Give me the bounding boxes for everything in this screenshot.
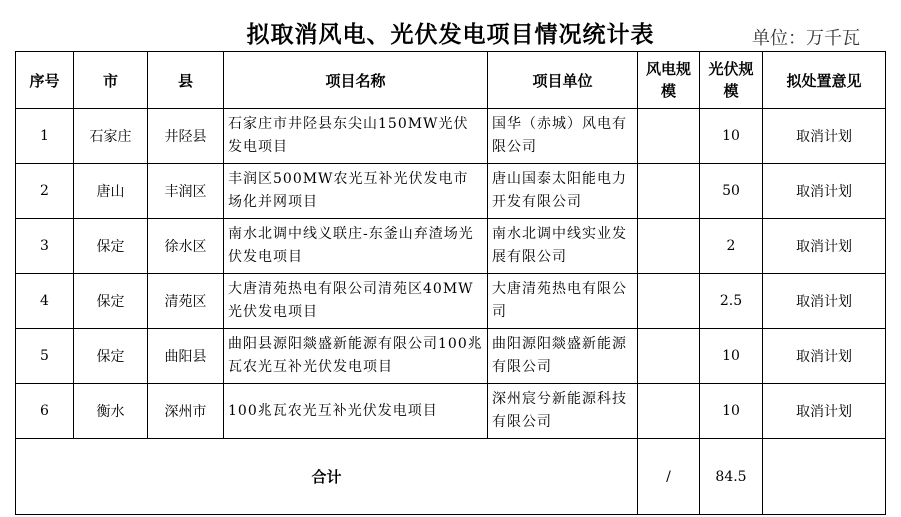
cell-wind (638, 219, 700, 274)
cell-seq: 4 (16, 274, 74, 329)
cell-city: 保定 (74, 274, 148, 329)
cell-project-name: 曲阳县源阳燚盛新能源有限公司100兆瓦农光互补光伏发电项目 (224, 329, 488, 384)
total-opinion (763, 439, 886, 515)
cell-project-unit: 曲阳源阳燚盛新能源有限公司 (488, 329, 638, 384)
cell-seq: 1 (16, 109, 74, 164)
cell-pv: 2.5 (700, 274, 763, 329)
cell-county: 井陉县 (148, 109, 224, 164)
cell-project-name: 石家庄市井陉县东尖山150MW光伏发电项目 (224, 109, 488, 164)
table-row (16, 164, 886, 219)
total-label: 合计 (16, 439, 638, 515)
cell-county: 丰润区 (148, 164, 224, 219)
cell-project-name: 100兆瓦农光互补光伏发电项目 (224, 384, 488, 439)
cell-project-name: 大唐清苑热电有限公司清苑区40MW光伏发电项目 (224, 274, 488, 329)
cell-seq: 2 (16, 164, 74, 219)
header-pv-scale: 光伏规模 (700, 52, 763, 109)
cell-seq: 5 (16, 329, 74, 384)
header-opinion: 拟处置意见 (763, 52, 886, 109)
cell-county: 曲阳县 (148, 329, 224, 384)
unit-label: 单位：万千瓦 (752, 28, 860, 49)
header-seq: 序号 (16, 52, 74, 109)
cell-opinion: 取消计划 (763, 109, 886, 164)
cell-wind (638, 109, 700, 164)
cell-wind (638, 329, 700, 384)
cell-pv: 50 (700, 164, 763, 219)
total-row (16, 439, 886, 515)
cell-wind (638, 384, 700, 439)
cell-wind (638, 274, 700, 329)
table-row (16, 219, 886, 274)
cell-project-unit: 大唐清苑热电有限公司 (488, 274, 638, 329)
cell-seq: 6 (16, 384, 74, 439)
header-project-name: 项目名称 (224, 52, 488, 109)
cell-opinion: 取消计划 (763, 274, 886, 329)
cell-opinion: 取消计划 (763, 219, 886, 274)
cell-county: 徐水区 (148, 219, 224, 274)
total-wind: / (638, 439, 700, 515)
cell-pv: 10 (700, 329, 763, 384)
table-row (16, 109, 886, 164)
page-title: 拟取消风电、光伏发电项目情况统计表 (246, 22, 655, 48)
cell-city: 保定 (74, 329, 148, 384)
cell-city: 衡水 (74, 384, 148, 439)
cell-project-name: 南水北调中线义联庄-东釜山弃渣场光伏发电项目 (224, 219, 488, 274)
cell-project-unit: 唐山国泰太阳能电力开发有限公司 (488, 164, 638, 219)
cell-city: 保定 (74, 219, 148, 274)
cell-project-unit: 南水北调中线实业发展有限公司 (488, 219, 638, 274)
header-city: 市 (74, 52, 148, 109)
total-pv: 84.5 (700, 439, 763, 515)
cell-pv: 10 (700, 109, 763, 164)
cell-county: 深州市 (148, 384, 224, 439)
cell-project-name: 丰润区500MW农光互补光伏发电市场化并网项目 (224, 164, 488, 219)
table-row (16, 384, 886, 439)
cell-city: 唐山 (74, 164, 148, 219)
cell-wind (638, 164, 700, 219)
cell-pv: 2 (700, 219, 763, 274)
cell-opinion: 取消计划 (763, 329, 886, 384)
table-header-row (16, 52, 886, 109)
cell-opinion: 取消计划 (763, 384, 886, 439)
table-row (16, 329, 886, 384)
header-project-unit: 项目单位 (488, 52, 638, 109)
cell-seq: 3 (16, 219, 74, 274)
cell-project-unit: 深州宸兮新能源科技有限公司 (488, 384, 638, 439)
cell-pv: 10 (700, 384, 763, 439)
cell-opinion: 取消计划 (763, 164, 886, 219)
cell-city: 石家庄 (74, 109, 148, 164)
statistics-table (15, 51, 886, 515)
cell-project-unit: 国华（赤城）风电有限公司 (488, 109, 638, 164)
header-wind-scale: 风电规模 (638, 52, 700, 109)
cell-county: 清苑区 (148, 274, 224, 329)
header-county: 县 (148, 52, 224, 109)
table-row (16, 274, 886, 329)
